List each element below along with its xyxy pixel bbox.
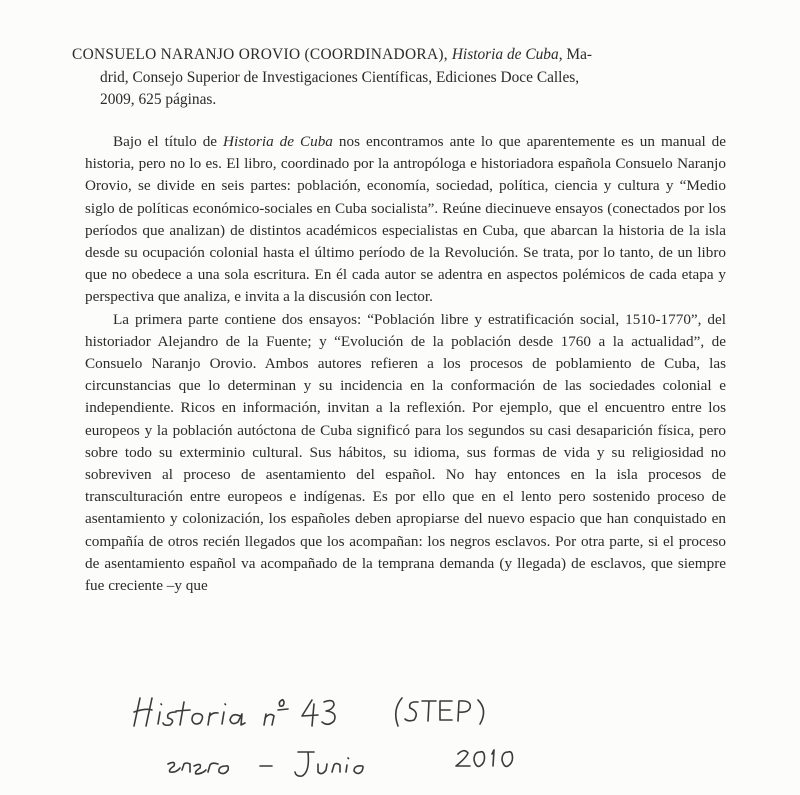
paragraph-1-lead: Bajo el título de (113, 133, 218, 150)
review-body (85, 131, 726, 597)
handwriting-drawing (0, 690, 800, 790)
citation-author: CONSUELO NARANJO OROVIO (COORDINADORA), (72, 46, 448, 63)
handwriting-line-2 (168, 750, 513, 776)
handwritten-annotation (0, 690, 800, 790)
citation-title: Historia de Cuba, (451, 46, 563, 63)
handwriting-line-1 (134, 698, 484, 726)
paragraph-1 (85, 131, 726, 309)
paragraph-1-title: Historia de Cuba (223, 133, 333, 150)
book-citation (72, 44, 726, 112)
citation-publisher: drid, Consejo Superior de Investigaciones Científicas, Ediciones Doce Calles, (100, 68, 580, 86)
paragraph-1-text: nos encontramos ante lo que aparentemente es un manual de historia, pero no lo es. El libro, coordinado por la antropóloga e historiadora española Consuelo Naranjo Orovio, se divide en seis partes: población, economía, sociedad, política, ciencia y cultura y “Medio siglo de políticas económico-sociales en Cuba socialista”. Reúne diecinueve ensayos (conectados por los períodos que analizan) de distintos académicos especialistas en Cuba, que abarcan la historia de la isla desde su ocupación colonial hasta el último período de la Revolución. Se trata, por lo tanto, de un libro que no obedece a una sola escritura. En él cada autor se adentra en aspectos polémicos de cada etapa y perspectiva que analiza, e invita a la discusión con lector. (85, 133, 726, 306)
paragraph-2: La primera parte contiene dos ensayos: “Población libre y estratificación social, 1510-1770”, del historiador Alejandro de la Fuente; y “Evolución de la población desde 1760 a la actualidad”, de Consuelo Naranjo Orovio. Ambos autores refieren a los procesos de poblamiento de Cuba, las circunstancias que lo determinan y su incidencia en la conformación de las sociedades colonial e independiente. Ricos en información, invitan a la reflexión. Por ejemplo, que el encuentro entre los europeos y la población autóctona de Cuba significó para los segundos su casi desaparición física, pero sobre todo su exterminio cultural. Sus hábitos, su idioma, sus formas de vida y su religiosidad no sobreviven al proceso de asentamiento del español. No hay entonces en la isla procesos de transculturación entre europeos e indígenas. Es por ello que en el lento pero sostenido proceso de asentamiento y colonización, los españoles deben apropiarse del nuevo espacio que han conquistado en compañía de otros recién llegados que los acompañan: los negros esclavos. Por otra parte, si el proceso de asentamiento español va acompañado de la temprana demanda (y llegada) de esclavos, que siempre fue creciente –y que (85, 310, 726, 595)
citation-pages: 2009, 625 páginas. (100, 91, 217, 108)
citation-line1-tail: Ma- (566, 46, 593, 63)
